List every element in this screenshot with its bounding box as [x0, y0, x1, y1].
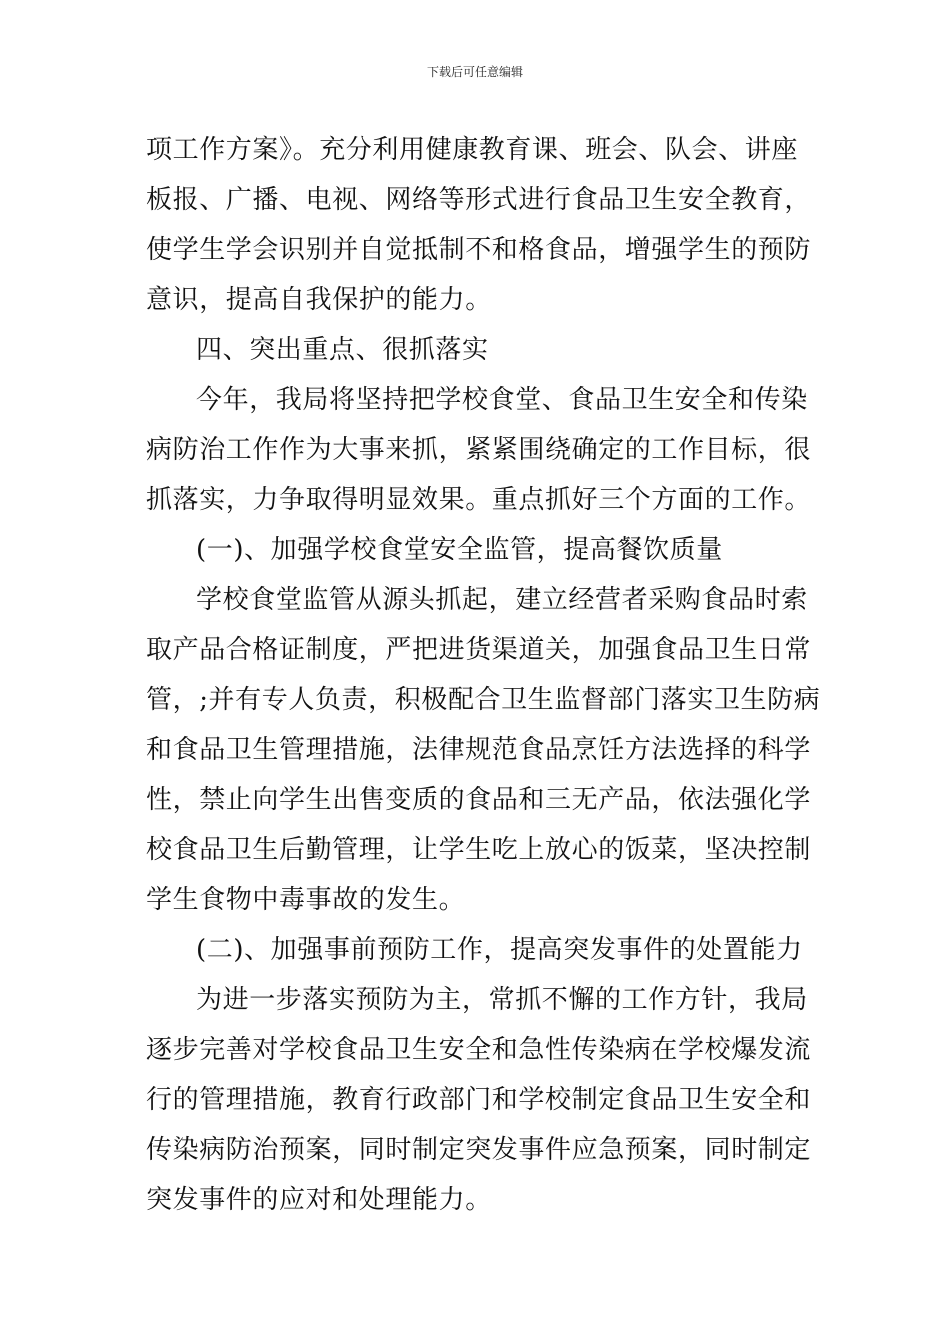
body-line: 为进一步落实预防为主，常抓不懈的工作方针，我局: [196, 985, 808, 1015]
body-line: 病防治工作作为大事来抓，紧紧围绕确定的工作目标，很: [146, 435, 812, 465]
body-line: 行的管理措施，教育行政部门和学校制定食品卫生安全和: [146, 1085, 812, 1115]
body-line: 取产品合格证制度，严把进货渠道关，加强食品卫生日常: [146, 635, 812, 665]
subsection-heading: (一)、加强学校食堂安全监管，提高餐饮质量: [196, 535, 723, 565]
body-line: 板报、广播、电视、网络等形式进行食品卫生安全教育，: [146, 185, 812, 215]
body-line: 学生食物中毒事故的发生。: [146, 885, 466, 915]
body-line: 校食品卫生后勤管理，让学生吃上放心的饭菜，坚决控制: [146, 835, 812, 865]
body-line: 逐步完善对学校食品卫生安全和急性传染病在学校爆发流: [146, 1035, 812, 1065]
subsection-heading: (二)、加强事前预防工作，提高突发事件的处置能力: [196, 935, 803, 965]
body-line: 传染病防治预案，同时制定突发事件应急预案，同时制定: [146, 1135, 812, 1165]
body-line: 使学生学会识别并自觉抵制不和格食品，增强学生的预防: [146, 235, 812, 265]
body-line: 和食品卫生管理措施，法律规范食品烹饪方法选择的科学: [146, 735, 812, 765]
body-line: 项工作方案》。充分利用健康教育课、班会、队会、讲座: [146, 135, 799, 165]
body-line: 今年，我局将坚持把学校食堂、食品卫生安全和传染: [196, 385, 808, 415]
page-header: 下载后可任意编辑: [426, 65, 523, 79]
section-heading: 四、突出重点、很抓落实: [196, 335, 489, 365]
body-line: 学校食堂监管从源头抓起，建立经营者采购食品时索: [196, 585, 808, 615]
body-line: 突发事件的应对和处理能力。: [146, 1185, 492, 1215]
body-line: 抓落实，力争取得明显效果。重点抓好三个方面的工作。: [146, 485, 812, 515]
body-line: 性，禁止向学生出售变质的食品和三无产品，依法强化学: [146, 785, 812, 815]
body-line: 意识，提高自我保护的能力。: [146, 285, 492, 315]
body-line: 管，;并有专人负责，积极配合卫生监督部门落实卫生防病: [146, 685, 821, 715]
